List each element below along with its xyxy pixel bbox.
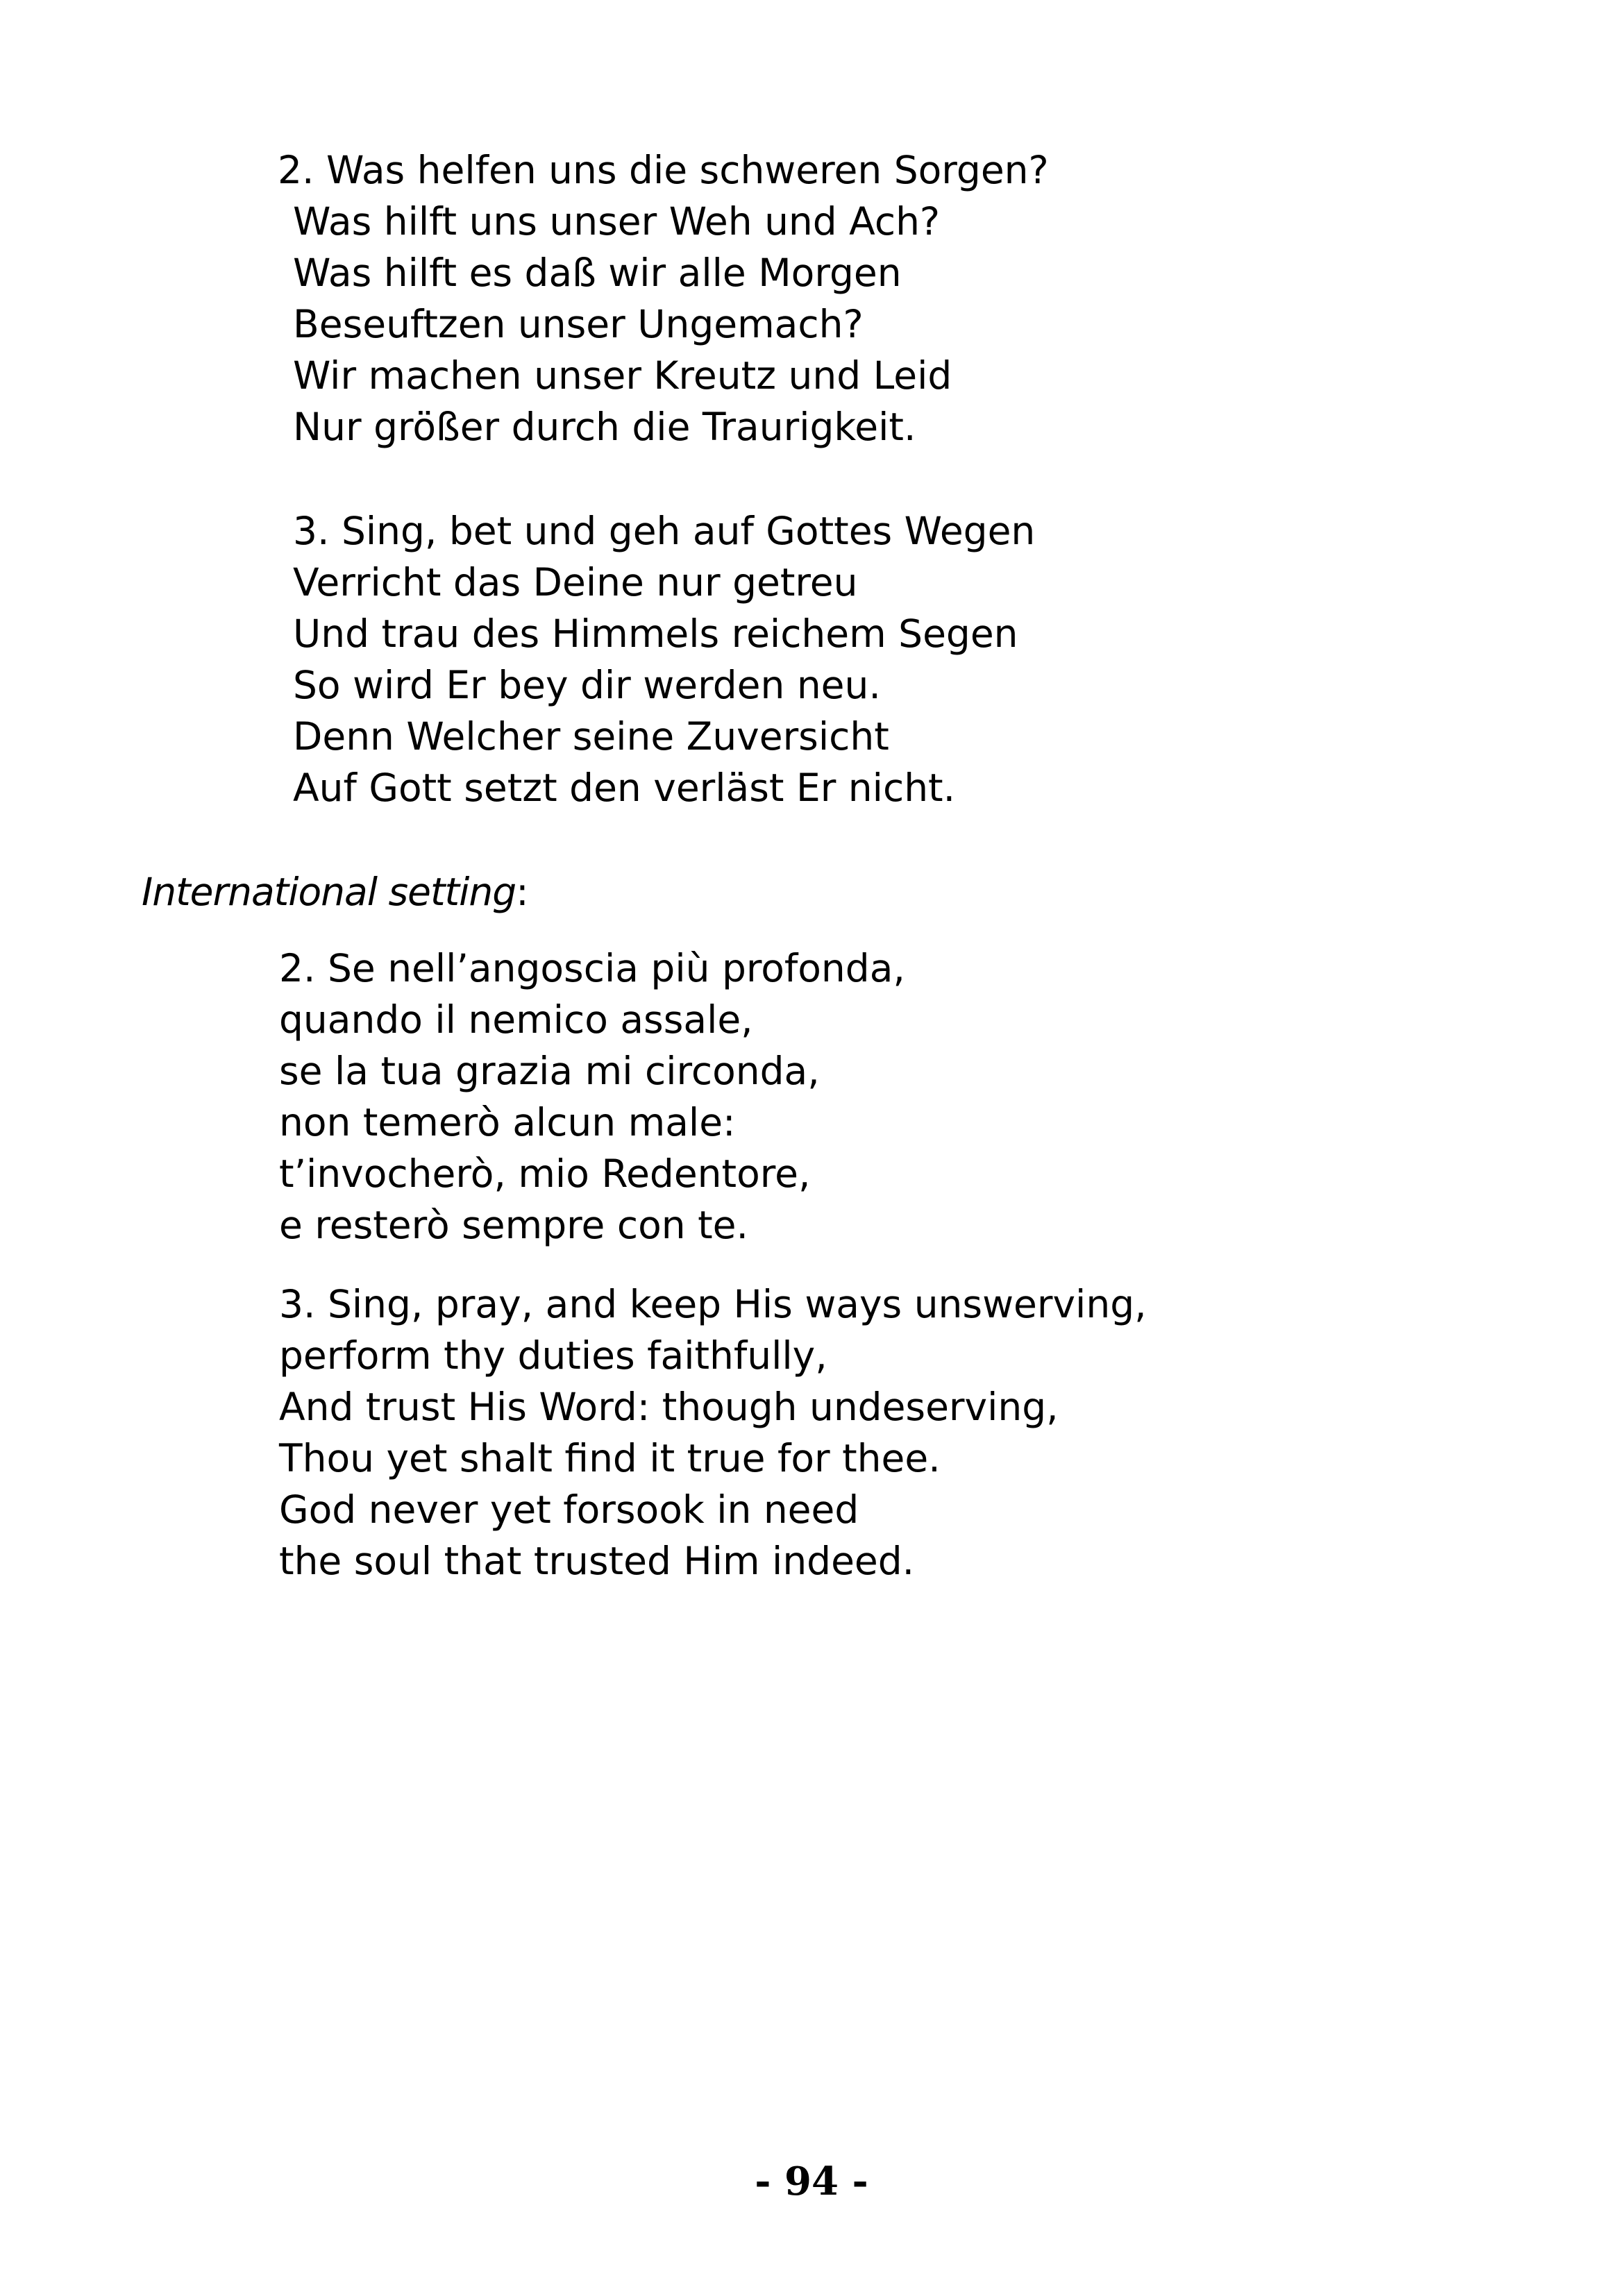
verse-line: And trust His Word: though undeserving, — [279, 1385, 1059, 1429]
verse-line: the soul that trusted Him indeed. — [279, 1539, 915, 1583]
section-heading-text: International setting — [142, 870, 516, 914]
verse-line: 3. Sing, pray, and keep His ways unswerving, — [279, 1282, 1147, 1326]
verse-line: Beseuftzen unser Ungemach? — [293, 302, 864, 346]
verse-line: Auf Gott setzt den verläst Er nicht. — [293, 766, 956, 810]
german-verse-2 — [278, 144, 1049, 453]
verse-line: e resterò sempre con te. — [279, 1203, 748, 1247]
international-verse-2 — [279, 943, 905, 1251]
verse-line: t’invocherò, mio Redentore, — [279, 1151, 811, 1196]
page-number: - 94 - — [755, 2159, 868, 2204]
verse-line: 2. Se nell’angoscia più profonda, — [279, 946, 905, 990]
verse-line: Verricht das Deine nur getreu — [293, 560, 858, 605]
verse-line: perform thy duties faithfully, — [279, 1333, 827, 1378]
verse-line: Thou yet shalt find it true for thee. — [279, 1436, 941, 1480]
verse-line: Was hilft es daß wir alle Morgen — [293, 251, 902, 295]
verse-line: So wird Er bey dir werden neu. — [293, 663, 881, 707]
verse-line: Wir machen unser Kreutz und Leid — [293, 353, 952, 398]
verse-line: Nur größer durch die Traurigkeit. — [293, 405, 916, 449]
verse-line: 2. Was helfen uns die schweren Sorgen? — [278, 148, 1049, 192]
verse-line: se la tua grazia mi circonda, — [279, 1049, 820, 1093]
german-verse-3 — [278, 505, 1035, 813]
verse-line: quando il nemico assale, — [279, 997, 753, 1042]
verse-line: Und trau des Himmels reichem Segen — [293, 611, 1018, 656]
verse-line: 3. Sing, bet und geh auf Gottes Wegen — [293, 509, 1036, 553]
verse-line: non temerò alcun male: — [279, 1100, 736, 1145]
international-verse-3 — [279, 1278, 1147, 1587]
section-heading — [142, 866, 528, 918]
verse-line: Denn Welcher seine Zuversicht — [293, 714, 889, 759]
section-heading-colon: : — [516, 870, 528, 914]
verse-line: Was hilft uns unser Weh und Ach? — [293, 199, 941, 244]
verse-line: God never yet forsook in need — [279, 1487, 859, 1532]
